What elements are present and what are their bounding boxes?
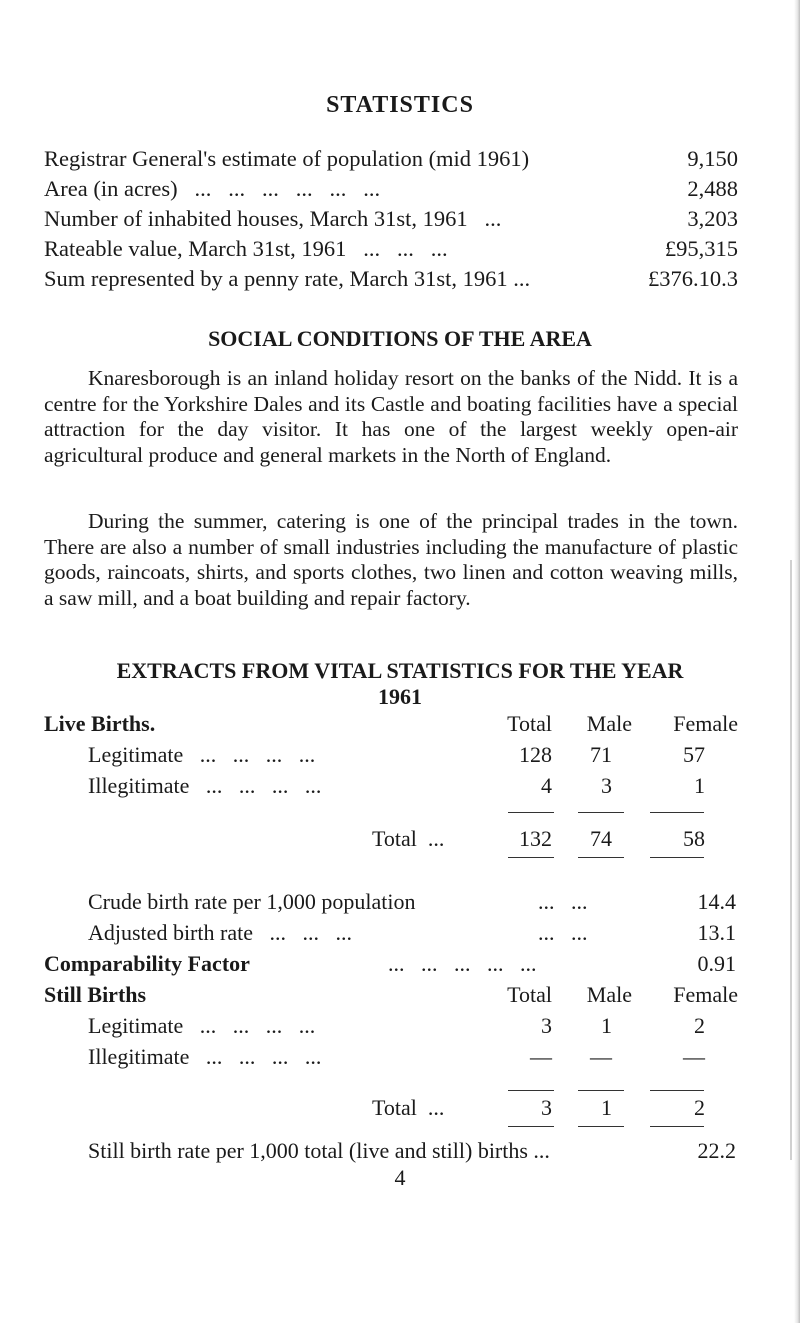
- still-births-heading: Still Births: [44, 982, 147, 1007]
- col-header-male: Male: [586, 982, 632, 1007]
- still-birth-rate-label: Still birth rate per 1,000 total (live and still) births ...: [88, 1138, 550, 1163]
- total-label: Total ...: [372, 826, 445, 851]
- col-header-total: Total: [507, 982, 552, 1007]
- extracts-heading-line: EXTRACTS FROM VITAL STATISTICS FOR THE YEAR: [116, 658, 684, 683]
- row-label-legitimate: Legitimate ... ... ... ...: [88, 1013, 316, 1038]
- cell-male: 1: [601, 1095, 612, 1120]
- cell-male: 71: [590, 742, 612, 767]
- stat-label: Rateable value, March 31st, 1961 ... ... ...: [44, 236, 448, 261]
- page-title: STATISTICS: [326, 92, 474, 118]
- crude-birth-rate-label: Crude birth rate per 1,000 population: [88, 889, 416, 914]
- rule-line: [508, 812, 554, 813]
- page-number: 4: [394, 1165, 406, 1190]
- cell-total: 4: [541, 773, 552, 798]
- col-header-male: Male: [586, 711, 632, 736]
- stat-value: 3,203: [687, 206, 738, 231]
- rule-line: [508, 1090, 554, 1091]
- stat-label: Number of inhabited houses, March 31st, 1961 ...: [44, 206, 502, 231]
- still-birth-rate-value: 22.2: [697, 1138, 736, 1163]
- stat-value: £95,315: [664, 236, 738, 261]
- stat-row-houses: [44, 204, 738, 234]
- cell-male: 3: [601, 773, 612, 798]
- col-header-female: Female: [673, 982, 738, 1007]
- stat-value: £376.10.3: [648, 266, 738, 291]
- stat-label: Registrar General's estimate of population (mid 1961): [44, 146, 530, 171]
- rule-line: [650, 1090, 704, 1091]
- rule-line: [508, 857, 554, 858]
- rule-line: [578, 812, 624, 813]
- paragraph-text: During the summer, catering is one of the principal trades in the town. There are also a number of small industries including the manufacture of plastic goods, raincoats, shirts, and sports clothes, two linen and cotton weaving mills, a saw mill, and a boat building and repair factory.: [44, 509, 738, 610]
- cell-female: 2: [694, 1095, 705, 1120]
- rule-line: [578, 1090, 624, 1091]
- page-edge-line: [790, 560, 792, 1160]
- paragraph-trades: [44, 509, 738, 611]
- cell-total: 132: [519, 826, 552, 851]
- cell-female: 2: [694, 1013, 705, 1038]
- col-header-total: Total: [507, 711, 552, 736]
- leader-dots: ... ...: [538, 889, 588, 914]
- rule-line: [508, 1126, 554, 1127]
- rule-line: [578, 1126, 624, 1127]
- paragraph-intro: [44, 366, 738, 468]
- adjusted-birth-rate-value: 13.1: [697, 920, 736, 945]
- comparability-factor-value: 0.91: [697, 951, 736, 976]
- adjusted-birth-rate-label: Adjusted birth rate ... ... ...: [88, 920, 352, 945]
- leader-dots: ... ... ... ... ...: [388, 951, 537, 976]
- total-label: Total ...: [372, 1095, 445, 1120]
- extracts-heading-year: 1961: [378, 684, 422, 709]
- stat-label: Area (in acres) ... ... ... ... ... ...: [44, 176, 381, 201]
- row-label-legitimate: Legitimate ... ... ... ...: [88, 742, 316, 767]
- cell-total: 3: [541, 1013, 552, 1038]
- cell-total: 3: [541, 1095, 552, 1120]
- cell-total: —: [530, 1044, 552, 1069]
- rule-line: [650, 1126, 704, 1127]
- stat-label: Sum represented by a penny rate, March 31st, 1961 ...: [44, 266, 531, 291]
- stat-row-penny-rate: [44, 264, 738, 294]
- stat-row-population: [44, 144, 738, 174]
- comparability-factor-label: Comparability Factor: [44, 951, 250, 976]
- extracts-heading: [0, 658, 800, 710]
- cell-male: 1: [601, 1013, 612, 1038]
- cell-female: 58: [683, 826, 705, 851]
- cell-male: 74: [590, 826, 612, 851]
- row-label-illegitimate: Illegitimate ... ... ... ...: [88, 1044, 322, 1069]
- row-label-illegitimate: Illegitimate ... ... ... ...: [88, 773, 322, 798]
- rule-line: [650, 812, 704, 813]
- rule-line: [650, 857, 704, 858]
- rule-line: [578, 857, 624, 858]
- stat-value: 2,488: [687, 176, 738, 201]
- cell-male: —: [590, 1044, 612, 1069]
- paragraph-text: Knaresborough is an inland holiday resort on the banks of the Nidd. It is a centre for the Yorkshire Dales and its Castle and boating facilities have a special attraction for the day visitor. It has one of the largest weekly open-air agricultural produce and general markets in the North of England.: [44, 366, 738, 467]
- cell-total: 128: [519, 742, 552, 767]
- live-births-heading: Live Births.: [44, 711, 156, 736]
- stat-row-area: [44, 174, 738, 204]
- cell-female: —: [683, 1044, 705, 1069]
- stat-value: 9,150: [687, 146, 738, 171]
- social-conditions-heading: SOCIAL CONDITIONS OF THE AREA: [208, 326, 592, 351]
- cell-female: 1: [694, 773, 705, 798]
- stat-row-rateable-value: [44, 234, 738, 264]
- leader-dots: ... ...: [538, 920, 588, 945]
- crude-birth-rate-value: 14.4: [697, 889, 736, 914]
- col-header-female: Female: [673, 711, 738, 736]
- cell-female: 57: [683, 742, 705, 767]
